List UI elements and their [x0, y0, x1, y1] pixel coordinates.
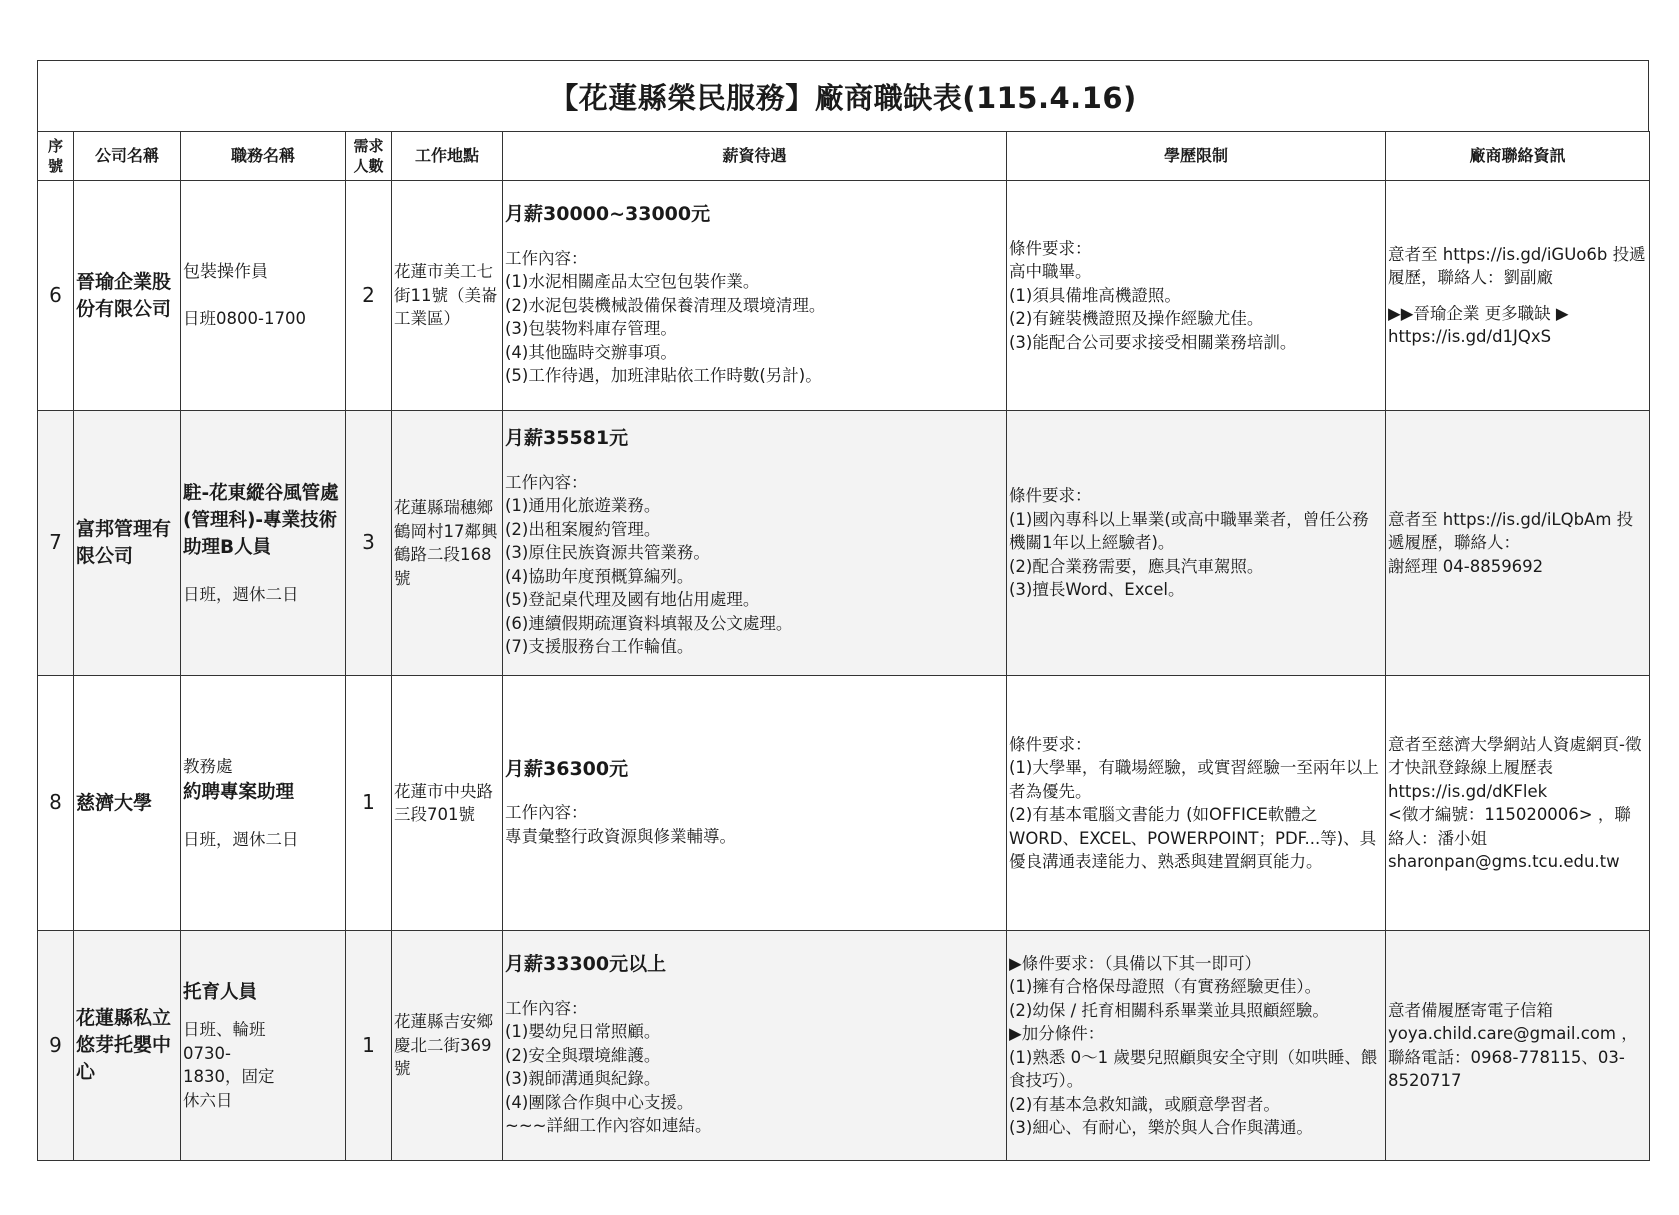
row-education — [1007, 181, 1386, 411]
education-line: (3)擅長Word、Excel。 — [1009, 580, 1185, 600]
salary-amount: 月薪30000~33000元 — [505, 203, 711, 226]
table-row — [38, 411, 1650, 676]
job-title: 包裝操作員 — [183, 262, 268, 282]
header-count: 需求人數 — [346, 132, 392, 181]
education-line: 條件要求： — [1009, 238, 1092, 258]
row-company: 慈濟大學 — [74, 676, 181, 931]
row-seq: 7 — [38, 411, 74, 676]
salary-line: (5)工作待遇，加班津貼依工作時數(另計)。 — [505, 366, 822, 386]
row-salary — [503, 181, 1007, 411]
row-seq: 8 — [38, 676, 74, 931]
education-line: (1)熟悉 0～1 歲嬰兒照顧與安全守則（如哄睡、餵食技巧）。 — [1009, 1047, 1378, 1090]
header-company: 公司名稱 — [74, 132, 181, 181]
salary-line: (4)協助年度預概算編列。 — [505, 566, 694, 586]
row-job — [181, 676, 346, 931]
row-contact — [1386, 181, 1650, 411]
table-row — [38, 181, 1650, 411]
salary-line: (3)原住民族資源共管業務。 — [505, 543, 710, 563]
education-line: ▶加分條件： — [1009, 1024, 1105, 1043]
header-salary: 薪資待遇 — [503, 132, 1007, 181]
salary-line: (1)水泥相關產品太空包包裝作業。 — [505, 272, 760, 292]
contact-email[interactable]: yoya.child.care@gmail.com ，聯絡電話：0968-778115、03-8520717 — [1388, 1024, 1638, 1090]
table-header-row — [38, 132, 1650, 181]
salary-line: (1)嬰幼兒日常照顧。 — [505, 1022, 661, 1042]
salary-line: (2)水泥包裝機械設備保養清理及環境清理。 — [505, 295, 826, 315]
header-contact: 廠商聯絡資訊 — [1386, 132, 1650, 181]
salary-line: (4)其他臨時交辦事項。 — [505, 342, 677, 362]
row-job — [181, 411, 346, 676]
education-line: (2)有鏟裝機證照及操作經驗尤佳。 — [1009, 309, 1264, 329]
education-line: (1)大學畢，有職場經驗，或實習經驗一至兩年以上者為優先。 — [1009, 758, 1379, 801]
education-line: (2)有基本電腦文書能力 (如OFFICE軟體之WORD、EXCEL、POWERPOINT；PDF...等)、具優良溝通表達能力、熟悉與建置網頁能力。 — [1009, 805, 1377, 871]
row-count: 3 — [346, 411, 392, 676]
contact-line[interactable]: 意者至 https://is.gd/iGUo6b 投遞履歷，聯絡人：劉副廠 — [1388, 244, 1646, 287]
contact-line: ▶▶晉瑜企業 更多職缺 ▶ — [1388, 303, 1569, 323]
job-title: 托育人員 — [183, 982, 258, 1003]
row-location: 花蓮市中央路三段701號 — [392, 676, 503, 931]
salary-line: (7)支援服務台工作輪值。 — [505, 637, 694, 657]
salary-amount: 月薪36300元 — [505, 757, 629, 780]
page-title: 【花蓮縣榮民服務】廠商職缺表(115.4.16) — [37, 60, 1649, 131]
row-contact — [1386, 931, 1650, 1161]
salary-line: (3)親師溝通與紀錄。 — [505, 1069, 661, 1089]
contact-line: <徵才編號：115020006> ，聯絡人：潘小姐 — [1388, 805, 1631, 848]
row-job — [181, 931, 346, 1161]
row-education — [1007, 676, 1386, 931]
job-shift: 日班，週休二日 — [183, 829, 299, 849]
salary-line: ~~~詳細工作內容如連結。 — [505, 1116, 712, 1136]
header-seq: 序號 — [38, 132, 74, 181]
row-seq: 6 — [38, 181, 74, 411]
row-salary — [503, 411, 1007, 676]
header-education: 學歷限制 — [1007, 132, 1386, 181]
job-shift: 日班，週休二日 — [183, 584, 299, 604]
row-contact — [1386, 676, 1650, 931]
row-company: 晉瑜企業股份有限公司 — [74, 181, 181, 411]
salary-line: (4)團隊合作與中心支援。 — [505, 1092, 694, 1112]
education-line: (1)擁有合格保母證照（有實務經驗更佳）。 — [1009, 977, 1322, 996]
salary-line: (1)通用化旅遊業務。 — [505, 496, 661, 516]
row-seq: 9 — [38, 931, 74, 1161]
salary-line: (2)出租案履約管理。 — [505, 519, 661, 539]
contact-link[interactable]: https://is.gd/d1JQxS — [1388, 327, 1552, 346]
row-contact — [1386, 411, 1650, 676]
row-count: 1 — [346, 676, 392, 931]
education-line: (1)國內專科以上畢業(或高中職畢業者，曾任公務機關1年以上經驗者)。 — [1009, 509, 1369, 553]
contact-line: 意者備履歷寄電子信箱 — [1388, 1000, 1553, 1020]
contact-line: 謝經理 04-8859692 — [1388, 556, 1544, 576]
salary-line: (3)包裝物料庫存管理。 — [505, 319, 677, 339]
row-salary — [503, 676, 1007, 931]
job-table — [37, 131, 1650, 1161]
row-location: 花蓮縣吉安鄉慶北二街369號 — [392, 931, 503, 1161]
row-location: 花蓮市美工七街11號（美崙工業區） — [392, 181, 503, 411]
salary-amount: 月薪35581元 — [505, 427, 629, 450]
row-company: 富邦管理有限公司 — [74, 411, 181, 676]
row-count: 1 — [346, 931, 392, 1161]
education-line: 條件要求： — [1009, 734, 1092, 754]
row-education — [1007, 411, 1386, 676]
contact-email[interactable]: sharonpan@gms.tcu.edu.tw — [1388, 852, 1620, 871]
job-shift: 日班、輪班 0730-1830，固定休六日 — [183, 1020, 275, 1110]
education-line: 條件要求： — [1009, 486, 1092, 506]
education-line: (3)能配合公司要求接受相關業務培訓。 — [1009, 332, 1297, 352]
salary-line: 工作內容： — [505, 803, 588, 823]
education-line: ▶條件要求：（具備以下其一即可） — [1009, 953, 1261, 973]
job-title: 約聘專案助理 — [183, 781, 295, 803]
row-location: 花蓮縣瑞穗鄉鶴岡村17鄰興鶴路二段168號 — [392, 411, 503, 676]
salary-line: 工作內容： — [505, 248, 588, 268]
contact-line: 意者至慈濟大學網站人資處網頁-徵才快訊登錄線上履歷表 — [1388, 734, 1642, 777]
salary-line: (6)連續假期疏運資料填報及公文處理。 — [505, 613, 793, 633]
education-line: (2)幼保 / 托育相關科系畢業並具照顧經驗。 — [1009, 1000, 1329, 1020]
row-job — [181, 181, 346, 411]
education-line: (2)配合業務需要，應具汽車駕照。 — [1009, 556, 1264, 576]
table-row — [38, 931, 1650, 1161]
job-dept: 教務處 — [183, 757, 233, 776]
education-line: (3)細心、有耐心，樂於與人合作與溝通。 — [1009, 1118, 1313, 1137]
row-salary — [503, 931, 1007, 1161]
salary-line: 專責彙整行政資源與修業輔導。 — [505, 826, 736, 846]
row-company: 花蓮縣私立悠芽托嬰中心 — [74, 931, 181, 1161]
job-title: 駐-花東縱谷風管處(管理科)-專業技術助理B人員 — [183, 482, 339, 558]
salary-line: 工作內容： — [505, 472, 588, 492]
table-row — [38, 676, 1650, 931]
contact-link[interactable]: https://is.gd/dKFlek — [1388, 781, 1548, 801]
contact-line[interactable]: 意者至 https://is.gd/iLQbAm 投遞履歷，聯絡人： — [1388, 509, 1634, 553]
education-line: (1)須具備堆高機證照。 — [1009, 285, 1181, 305]
salary-line: (2)安全與環境維護。 — [505, 1045, 661, 1065]
education-line: (2)有基本急救知識，或願意學習者。 — [1009, 1094, 1280, 1114]
education-line: 高中職畢。 — [1009, 262, 1092, 282]
salary-amount: 月薪33300元以上 — [505, 953, 667, 976]
header-location: 工作地點 — [392, 132, 503, 181]
job-listing-sheet — [37, 60, 1649, 1161]
salary-line: 工作內容： — [505, 998, 588, 1018]
row-count: 2 — [346, 181, 392, 411]
header-job: 職務名稱 — [181, 132, 346, 181]
salary-line: (5)登記桌代理及國有地佔用處理。 — [505, 590, 760, 610]
row-education — [1007, 931, 1386, 1161]
job-shift: 日班0800-1700 — [183, 308, 306, 328]
